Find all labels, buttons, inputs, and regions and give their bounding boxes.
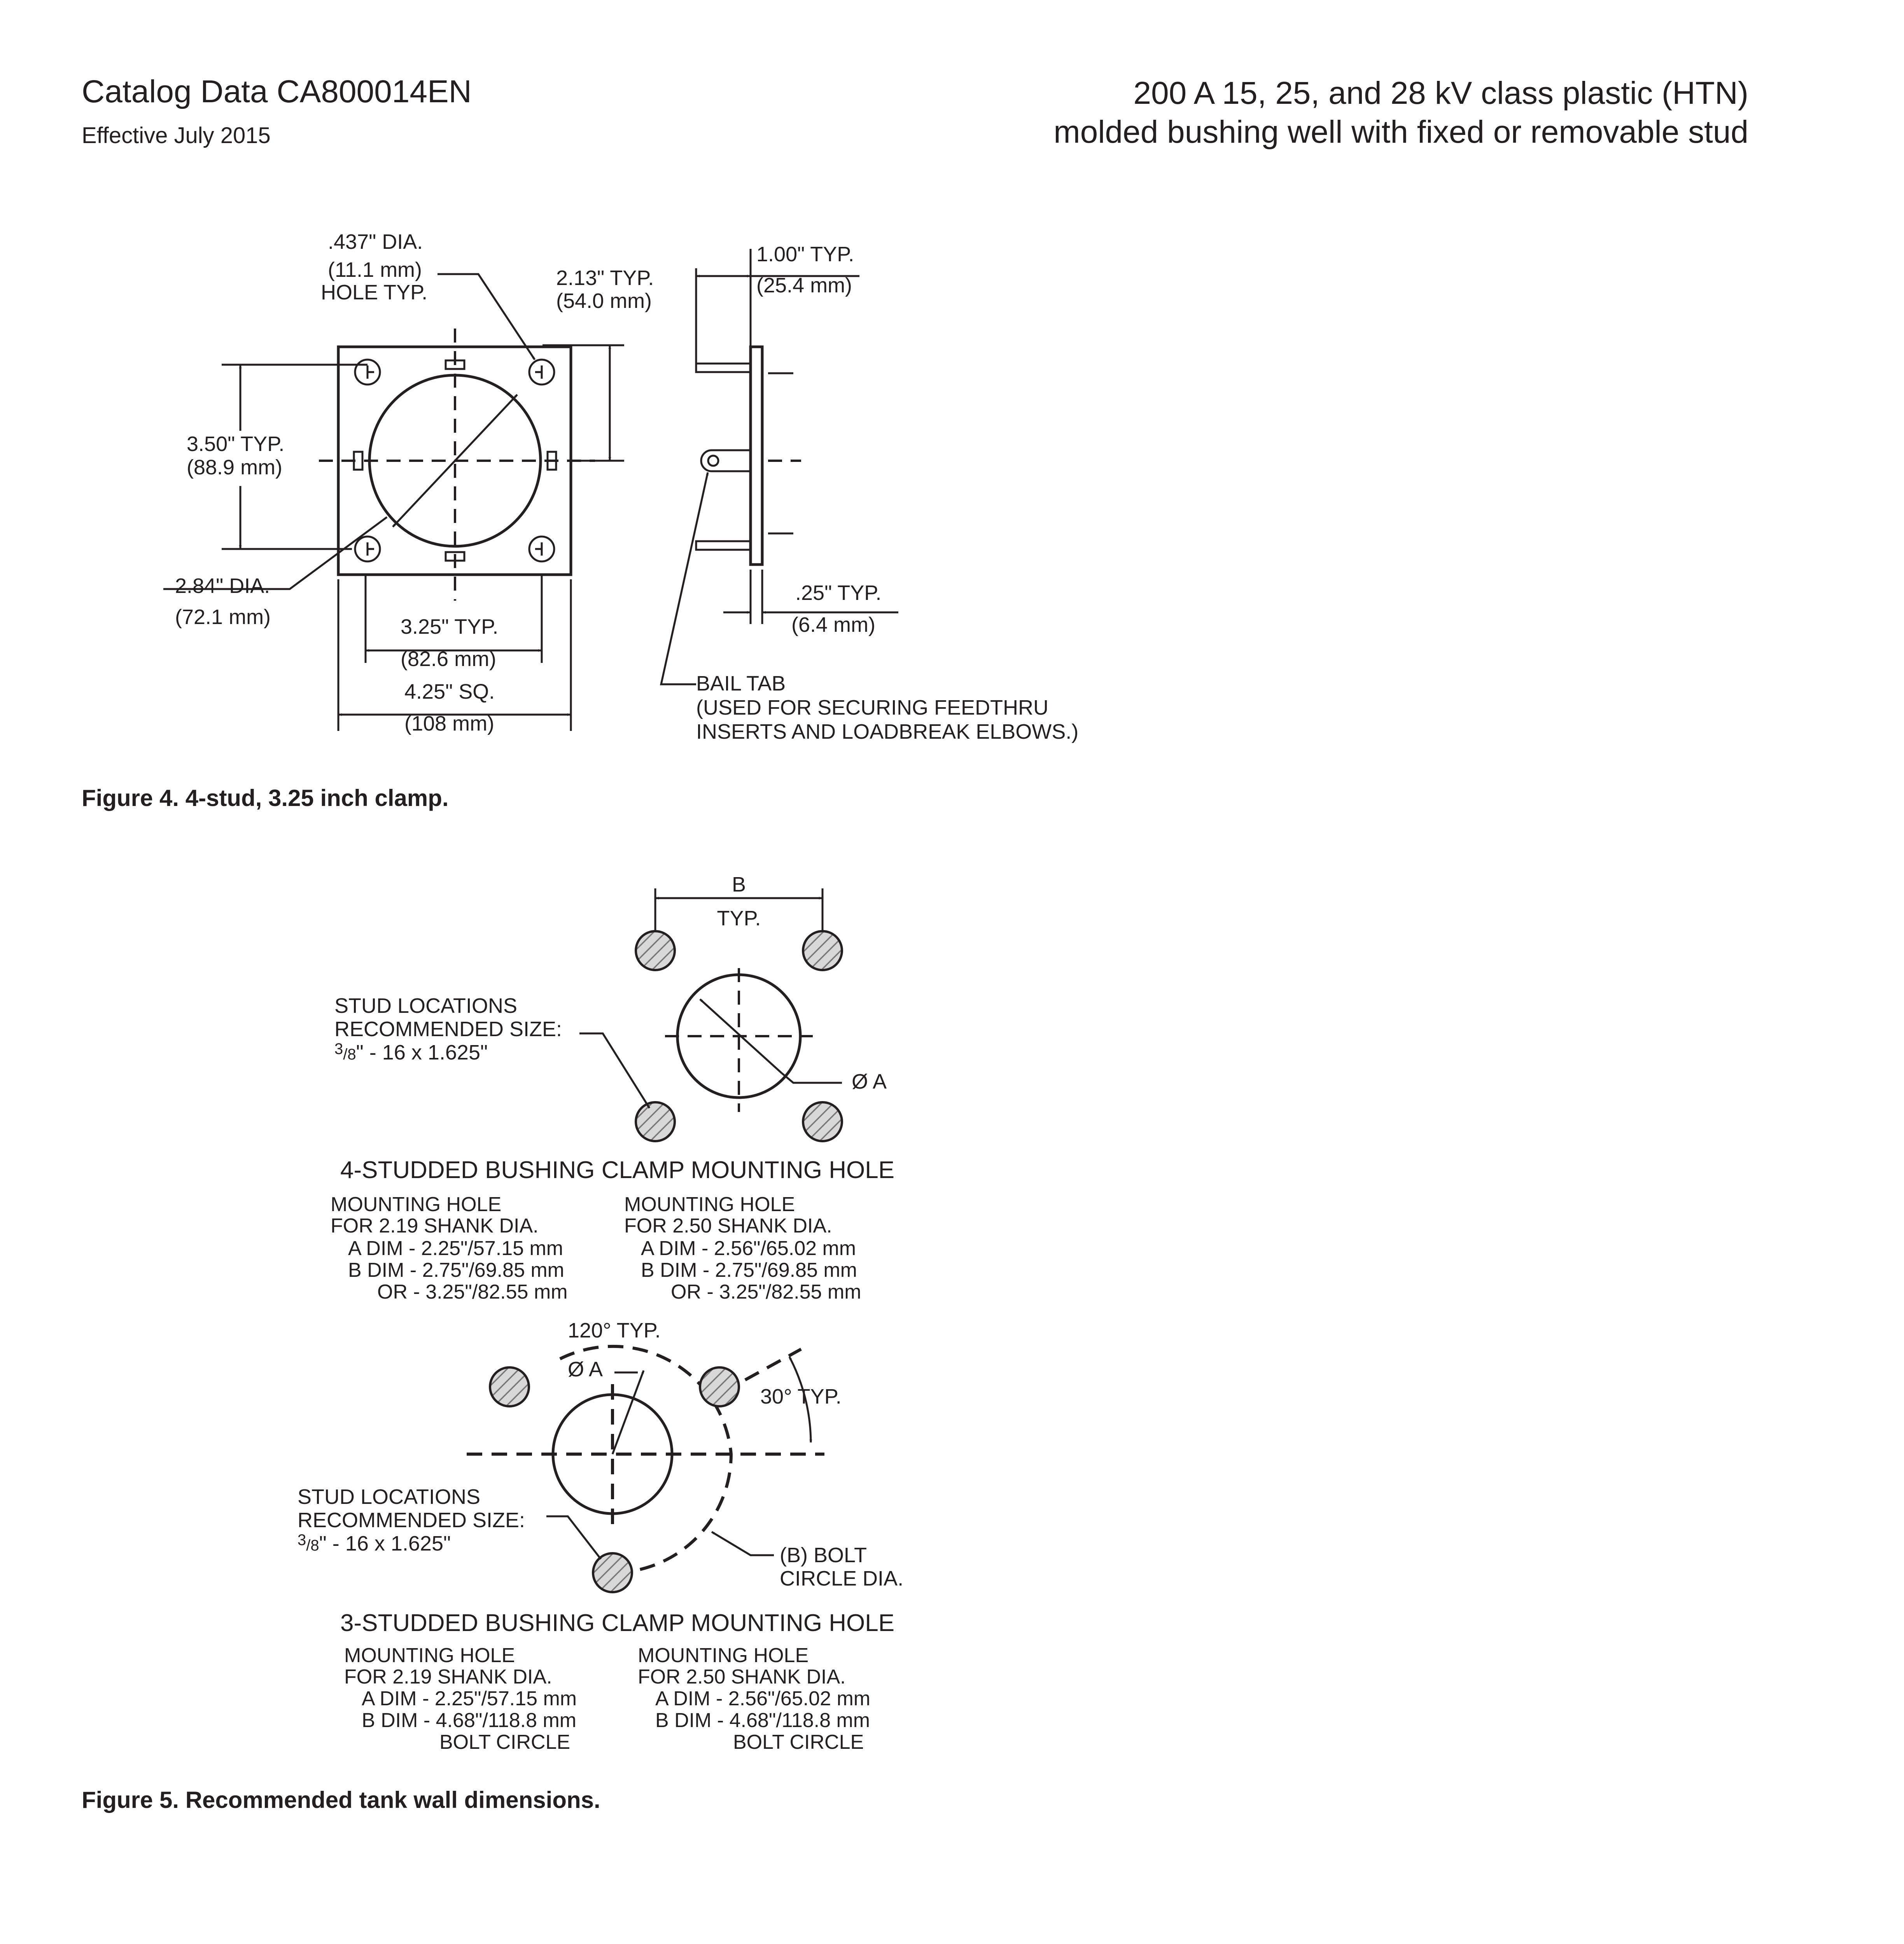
three-left-line-5: BOLT CIRCLE <box>439 1731 570 1753</box>
three-right-line-5: BOLT CIRCLE <box>733 1731 864 1753</box>
stud-tl <box>636 931 675 970</box>
three-left-line-3: A DIM - 2.25"/57.15 mm <box>362 1687 577 1710</box>
label-100: 1.00" TYP. <box>756 243 854 266</box>
corner-hole-tl <box>355 360 380 385</box>
label-30-typ: 30° TYP. <box>760 1385 842 1408</box>
label-425: 4.25" SQ. <box>404 680 495 703</box>
stud-br <box>803 1102 842 1141</box>
four-right-line-2: FOR 2.50 SHANK DIA. <box>624 1215 832 1237</box>
catalog-number: CA800014EN <box>276 74 472 109</box>
label-bail-tab: BAIL TAB <box>696 672 786 695</box>
figure4-caption: Figure 4. 4-stud, 3.25 inch clamp. <box>82 785 449 811</box>
label-100-mm: (25.4 mm) <box>756 274 852 297</box>
label-dia-a-4: Ø A <box>852 1070 887 1093</box>
label-025-mm: (6.4 mm) <box>791 613 875 636</box>
three-left-line-2: FOR 2.19 SHANK DIA. <box>344 1666 552 1688</box>
label-bail-tab-use: (USED FOR SECURING FEEDTHRU <box>696 696 1049 719</box>
label-b: B <box>732 873 746 896</box>
corner-hole-bl <box>355 537 380 561</box>
four-left-line-3: A DIM - 2.25"/57.15 mm <box>348 1237 564 1260</box>
three-left-line-1: MOUNTING HOLE <box>344 1644 515 1667</box>
flange-plate <box>751 347 762 565</box>
four-right-line-5: OR - 3.25"/82.55 mm <box>671 1281 861 1303</box>
label-284-mm: (72.1 mm) <box>175 605 271 629</box>
stud-3-right <box>700 1367 739 1406</box>
label-325-mm: (82.6 mm) <box>401 647 497 671</box>
label-325: 3.25" TYP. <box>401 615 499 638</box>
label-recommended-size-3: RECOMMENDED SIZE: <box>298 1509 525 1532</box>
label-bail-tab-inserts: INSERTS AND LOADBREAK ELBOWS.) <box>696 720 1079 743</box>
four-right-line-4: B DIM - 2.75"/69.85 mm <box>641 1259 857 1281</box>
four-left-line-4: B DIM - 2.75"/69.85 mm <box>348 1259 564 1281</box>
figure5-three-stud-drawing <box>467 1346 824 1592</box>
three-right-line-4: B DIM - 4.68"/118.8 mm <box>655 1709 870 1732</box>
figure5-four-stud-drawing <box>579 888 842 1141</box>
three-stud-right-col <box>638 1644 870 1753</box>
label-b-typ: TYP. <box>717 907 761 930</box>
stud-3-left <box>490 1367 529 1406</box>
label-025: .25" TYP. <box>795 581 882 605</box>
label-hole-dia: .437" DIA. <box>328 230 423 253</box>
catalog-prefix: Catalog Data <box>82 74 277 109</box>
label-stud-size-3: $^3_/$8" - 16 x 1.625" <box>298 1531 451 1555</box>
label-bolt: (B) BOLT <box>780 1544 867 1567</box>
title-three-stud: 3-STUDDED BUSHING CLAMP MOUNTING HOLE <box>340 1610 895 1636</box>
label-stud-locations-4: STUD LOCATIONS <box>334 994 518 1017</box>
label-350-mm: (88.9 mm) <box>187 456 283 479</box>
three-right-line-1: MOUNTING HOLE <box>638 1644 809 1667</box>
four-left-line-5: OR - 3.25"/82.55 mm <box>377 1281 568 1303</box>
three-stud-left-col <box>344 1644 577 1753</box>
stud-tr <box>803 931 842 970</box>
figure4-front-view <box>163 274 624 731</box>
three-right-line-3: A DIM - 2.56"/65.02 mm <box>655 1687 871 1710</box>
effective-date: Effective July 2015 <box>82 123 271 148</box>
label-hole-typ: HOLE TYP. <box>321 281 428 304</box>
figure4-labels <box>175 230 1078 743</box>
title-line-2: molded bushing well with fixed or removable stud <box>1054 114 1748 150</box>
corner-hole-tr <box>529 360 554 385</box>
label-circle-dia: CIRCLE DIA. <box>780 1567 904 1590</box>
four-right-line-3: A DIM - 2.56"/65.02 mm <box>641 1237 856 1260</box>
title-line-1: 200 A 15, 25, and 28 kV class plastic (HTN) <box>1133 75 1748 111</box>
label-213-mm: (54.0 mm) <box>556 289 652 313</box>
title-four-stud: 4-STUDDED BUSHING CLAMP MOUNTING HOLE <box>340 1157 895 1184</box>
stud-bl <box>636 1102 675 1141</box>
three-right-line-2: FOR 2.50 SHANK DIA. <box>638 1666 846 1688</box>
label-hole-dia-mm: (11.1 mm) <box>328 258 422 281</box>
label-stud-size-4: $^3_/$8" - 16 x 1.625" <box>334 1040 488 1064</box>
label-dia-a-3: Ø A <box>568 1358 603 1381</box>
four-left-line-1: MOUNTING HOLE <box>331 1193 502 1216</box>
stud-3-bottom <box>593 1553 632 1592</box>
label-425-mm: (108 mm) <box>404 712 495 735</box>
four-stud-left-col <box>331 1193 568 1303</box>
figure5-caption: Figure 5. Recommended tank wall dimensions. <box>82 1787 600 1813</box>
label-120-typ: 120° TYP. <box>568 1319 661 1342</box>
label-recommended-size-4: RECOMMENDED SIZE: <box>334 1017 562 1041</box>
corner-hole-br <box>529 537 554 561</box>
four-left-line-2: FOR 2.19 SHANK DIA. <box>331 1215 539 1237</box>
label-284: 2.84" DIA. <box>175 574 270 598</box>
label-stud-locations-3: STUD LOCATIONS <box>298 1485 481 1509</box>
four-right-line-1: MOUNTING HOLE <box>624 1193 795 1216</box>
three-left-line-4: B DIM - 4.68"/118.8 mm <box>362 1709 577 1732</box>
four-stud-right-col <box>624 1193 861 1303</box>
label-213: 2.13" TYP. <box>556 266 654 290</box>
label-350: 3.50" TYP. <box>187 432 285 456</box>
